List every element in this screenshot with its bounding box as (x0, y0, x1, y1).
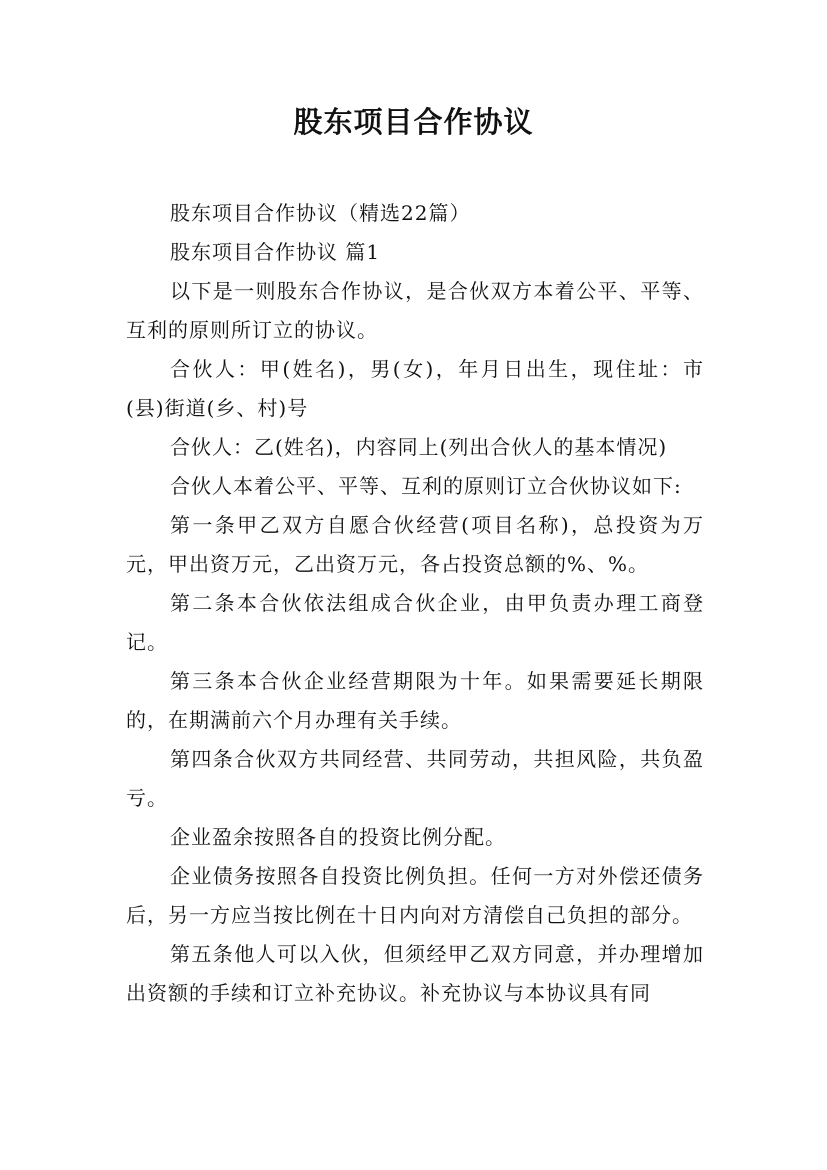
document-body (126, 194, 704, 1013)
paragraph-article-5: 第五条他人可以入伙，但须经甲乙双方同意，并办理增加出资额的手续和订立补充协议。补充协议与本协议具有同 (126, 942, 704, 1005)
paragraph-profit: 企业盈余按照各自的投资比例分配。 (170, 825, 506, 849)
paragraph-partner-a: 合伙人：甲(姓名)，男(女)，年月日出生，现住址：市(县)街道(乡、村)号 (126, 357, 704, 420)
document-title: 股东项目合作协议 (293, 105, 534, 139)
paragraph-article-3: 第三条本合伙企业经营期限为十年。如果需要延长期限的，在期满前六个月办理有关手续。 (126, 669, 704, 732)
paragraph-subtitle: 股东项目合作协议（精选22篇） (170, 201, 471, 225)
paragraph-debt: 企业债务按照各自投资比例负担。任何一方对外偿还债务后，另一方应当按比例在十日内向对方清偿自己负担的部分。 (126, 864, 704, 927)
paragraph-partner-b: 合伙人：乙(姓名)，内容同上(列出合伙人的基本情况) (170, 435, 668, 459)
paragraph-intro: 以下是一则股东合作协议，是合伙双方本着公平、平等、互利的原则所订立的协议。 (126, 279, 704, 342)
paragraph-section-heading: 股东项目合作协议 篇1 (170, 240, 381, 264)
paragraph-article-1: 第一条甲乙双方自愿合伙经营(项目名称)，总投资为万元，甲出资万元，乙出资万元，各占投资总额的%、%。 (126, 513, 704, 576)
paragraph-article-4: 第四条合伙双方共同经营、共同劳动，共担风险，共负盈亏。 (126, 747, 704, 810)
paragraph-agreement-lead: 合伙人本着公平、平等、互利的原则订立合伙协议如下: (170, 474, 682, 498)
paragraph-article-2: 第二条本合伙依法组成合伙企业，由甲负责办理工商登记。 (126, 591, 704, 654)
